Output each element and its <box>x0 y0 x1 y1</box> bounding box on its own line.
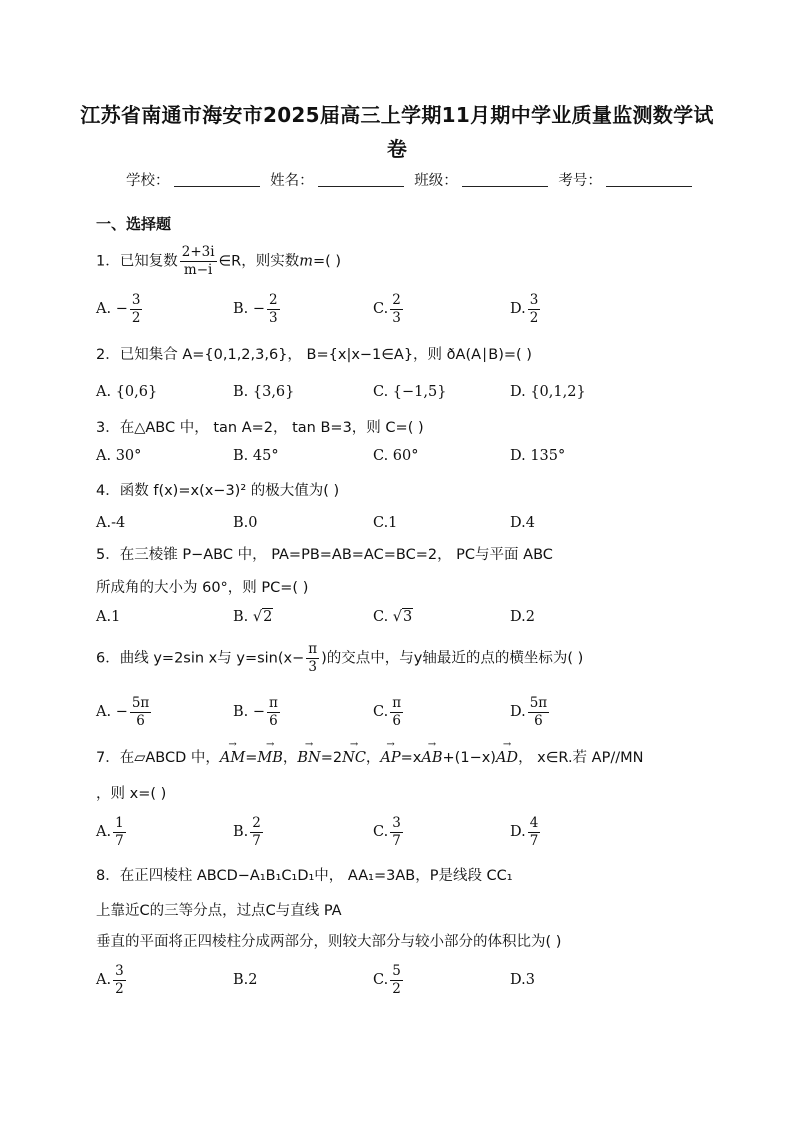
numerator: π <box>392 694 402 711</box>
denominator: 7 <box>529 832 539 849</box>
question-8-stem-line-2: 上靠近C的三等分点，过点C与直线 PA <box>96 903 342 919</box>
exam-number-blank[interactable] <box>606 172 692 187</box>
question-7-options <box>96 812 736 852</box>
stem-text: = <box>245 750 258 766</box>
question-5-stem <box>96 543 553 564</box>
option-d[interactable]: D. 135° <box>510 448 566 464</box>
option-d[interactable]: D.2 <box>510 609 535 625</box>
denominator: 7 <box>252 832 261 849</box>
question-number: 8． <box>96 868 120 884</box>
document-title <box>60 98 734 166</box>
question-7-stem <box>96 746 643 767</box>
fraction <box>267 292 280 327</box>
denominator: 6 <box>269 712 278 729</box>
question-4-options <box>96 503 736 543</box>
title-line-2: 卷 <box>386 137 408 161</box>
stem-text: 已知复数 <box>119 253 178 270</box>
question-5-stem-line-2: 所成角的大小为 60°，则 PC=( ) <box>96 580 309 596</box>
vector-ad: → AD <box>496 750 518 766</box>
fraction <box>180 244 217 279</box>
numerator: 2 <box>392 291 401 308</box>
stem-text: 曲线 y=2sin x与 y=sin(x− <box>119 650 305 667</box>
stem-text: ， <box>282 750 298 766</box>
option-label: B. − <box>233 704 266 720</box>
stem-text: )的交点中，与y轴最近的点的横坐标为( ) <box>321 650 584 667</box>
numerator: 4 <box>529 814 539 831</box>
option-label: A. − <box>96 301 128 317</box>
denominator: 6 <box>534 712 543 729</box>
denominator: 2 <box>115 980 124 997</box>
option-d[interactable] <box>510 812 542 852</box>
stem-text: 在三棱锥 P−ABC 中， PA=PB=AB=AC=BC=2， PC与平面 ABC <box>119 547 553 563</box>
school-label: 学校： <box>126 173 170 189</box>
name-label: 姓名： <box>270 173 314 189</box>
fraction <box>390 695 403 730</box>
vector-mb: → MB <box>257 750 283 766</box>
question-number: 6． <box>96 650 120 667</box>
denominator: 6 <box>392 712 401 729</box>
section-heading: 一、选择题 <box>96 215 172 233</box>
numerator: 1 <box>115 814 124 831</box>
radicand: 3 <box>403 609 413 625</box>
option-b[interactable]: B. 45° <box>233 448 279 464</box>
option-c[interactable]: C.1 <box>373 515 398 531</box>
fraction <box>113 815 126 850</box>
stem-text: +(1−x) <box>442 750 496 766</box>
stem-text: ∈R，则实数 <box>218 253 300 270</box>
option-b[interactable]: B.0 <box>233 515 258 531</box>
question-8-options <box>96 960 736 1000</box>
option-a[interactable] <box>96 812 128 852</box>
denominator: 3 <box>308 659 317 675</box>
stem-text: 在△ABC 中， tan A=2， tan B=3，则 C=( ) <box>119 420 424 436</box>
numerator: 5π <box>529 694 548 711</box>
numerator: 3 <box>529 291 539 308</box>
numerator: 5π <box>131 694 150 711</box>
option-label: B. − <box>233 301 266 317</box>
option-d[interactable] <box>510 289 542 329</box>
numerator: π <box>269 694 278 711</box>
option-a[interactable]: A.1 <box>96 609 121 625</box>
radicand: 2 <box>263 609 273 625</box>
fraction <box>528 292 541 327</box>
option-a[interactable]: A.-4 <box>96 515 126 531</box>
name-blank[interactable] <box>318 172 404 187</box>
question-3-stem <box>96 416 424 437</box>
option-label: C. <box>373 301 389 317</box>
question-number: 4． <box>96 483 120 499</box>
option-a[interactable] <box>96 960 128 1000</box>
sqrt-expression: √2 <box>252 609 273 625</box>
option-label: A. <box>96 972 112 988</box>
stem-text: =x <box>400 750 422 766</box>
numerator: 5 <box>392 962 401 979</box>
title-line-1: 江苏省南通市海安市2025届高三上学期11月期中学业质量监测数学试 <box>80 103 714 127</box>
question-8-stem-line-3: 垂直的平面将正四棱柱分成两部分，则较大部分与较小部分的体积比为( ) <box>96 934 562 950</box>
option-c[interactable] <box>373 960 405 1000</box>
exam-number-field <box>558 169 694 190</box>
class-blank[interactable] <box>462 172 548 187</box>
option-label: D. <box>510 824 526 840</box>
question-8-stem <box>96 864 513 885</box>
option-label: C. <box>373 609 389 625</box>
numerator: 3 <box>131 291 141 308</box>
option-label: B. <box>233 609 249 625</box>
numerator: 2+3i <box>181 244 215 260</box>
option-label: D. <box>510 704 526 720</box>
option-a[interactable] <box>96 692 153 732</box>
question-1-stem <box>96 244 341 279</box>
option-a[interactable]: A. 30° <box>96 448 142 464</box>
numerator: 2 <box>252 814 261 831</box>
question-5-options <box>96 597 736 637</box>
fraction <box>130 695 151 730</box>
option-label: C. <box>373 704 389 720</box>
denominator: 3 <box>269 309 278 326</box>
question-2-options <box>96 372 736 412</box>
stem-text: 在正四棱柱 ABCD−A₁B₁C₁D₁中， AA₁=3AB，P是线段 CC₁ <box>119 868 513 884</box>
option-b[interactable] <box>233 812 265 852</box>
fraction <box>390 815 403 850</box>
question-1-options <box>96 289 736 329</box>
question-number: 3． <box>96 420 120 436</box>
vector-bn: → BN <box>297 750 320 766</box>
fraction <box>267 695 280 730</box>
option-label: A. − <box>96 704 128 720</box>
option-b[interactable] <box>233 692 282 732</box>
vector-ap: → AP <box>380 750 400 766</box>
numerator: π <box>308 641 318 657</box>
denominator: 7 <box>392 832 401 849</box>
option-label: C. <box>373 972 389 988</box>
question-7-stem-line-2: ，则 x=( ) <box>96 786 167 802</box>
stem-end: =( ) <box>313 253 342 270</box>
option-d[interactable]: D.4 <box>510 515 535 531</box>
stem-text: 已知集合 A={0,1,2,3,6}， B={x|x−1∈A}，则 ðA(A∣B)=( ) <box>119 347 532 363</box>
fraction <box>250 815 263 850</box>
denominator: 2 <box>131 309 141 326</box>
fraction <box>130 292 143 327</box>
option-c[interactable] <box>373 597 413 637</box>
question-3-options <box>96 436 736 476</box>
option-d[interactable]: D. {0,1,2} <box>510 384 586 400</box>
sqrt-expression: √3 <box>392 609 413 625</box>
denominator: 3 <box>392 309 401 326</box>
question-number: 1． <box>96 253 120 270</box>
stem-text: =2 <box>320 750 343 766</box>
option-b[interactable]: B. {3,6} <box>233 384 295 400</box>
denominator: 6 <box>136 712 145 729</box>
option-d[interactable]: D.3 <box>510 972 535 988</box>
option-d[interactable] <box>510 692 551 732</box>
fraction <box>306 641 319 676</box>
fraction <box>390 292 403 327</box>
name-field <box>270 169 406 190</box>
numerator: 2 <box>269 291 278 308</box>
question-6-options <box>96 692 736 732</box>
option-c[interactable] <box>373 812 405 852</box>
vector-ab: → AB <box>421 750 442 766</box>
school-blank[interactable] <box>174 172 260 187</box>
class-field <box>414 169 550 190</box>
vector-nc: → NC <box>342 750 366 766</box>
question-2-stem <box>96 343 532 364</box>
fraction <box>528 815 541 850</box>
variable: m <box>299 253 314 270</box>
school-field <box>126 169 262 190</box>
option-c[interactable]: C. {−1,5} <box>373 384 447 400</box>
stem-text: 函数 f(x)=x(x−3)² 的极大值为( ) <box>119 483 340 499</box>
exam-number-label: 考号： <box>558 173 602 189</box>
option-a[interactable] <box>96 289 144 329</box>
question-number: 5． <box>96 547 120 563</box>
option-c[interactable] <box>373 692 405 732</box>
denominator: 7 <box>115 832 124 849</box>
fraction <box>390 963 403 998</box>
option-label: D. <box>510 301 526 317</box>
denominator: m−i <box>183 262 213 278</box>
question-number: 7． <box>96 750 120 766</box>
denominator: 2 <box>392 980 401 997</box>
student-info-line <box>126 169 698 190</box>
option-label: C. <box>373 824 389 840</box>
question-number: 2． <box>96 347 120 363</box>
option-label: B. <box>233 824 249 840</box>
numerator: 3 <box>392 814 401 831</box>
option-c[interactable] <box>373 289 405 329</box>
option-label: A. <box>96 824 112 840</box>
stem-text: 在▱ABCD 中， <box>119 750 220 766</box>
fraction <box>113 963 126 998</box>
option-b[interactable] <box>233 289 282 329</box>
fraction <box>528 695 549 730</box>
numerator: 3 <box>115 962 124 979</box>
option-c[interactable]: C. 60° <box>373 448 419 464</box>
stem-text: ， x∈R.若 AP//MN <box>518 750 644 766</box>
question-6-stem <box>96 641 583 676</box>
option-a[interactable]: A. {0,6} <box>96 384 158 400</box>
option-b[interactable] <box>233 597 273 637</box>
question-4-stem <box>96 479 339 500</box>
stem-text: ， <box>365 750 381 766</box>
vector-am: → AM <box>220 750 245 766</box>
class-label: 班级： <box>414 173 458 189</box>
option-b[interactable]: B.2 <box>233 972 258 988</box>
denominator: 2 <box>529 309 539 326</box>
